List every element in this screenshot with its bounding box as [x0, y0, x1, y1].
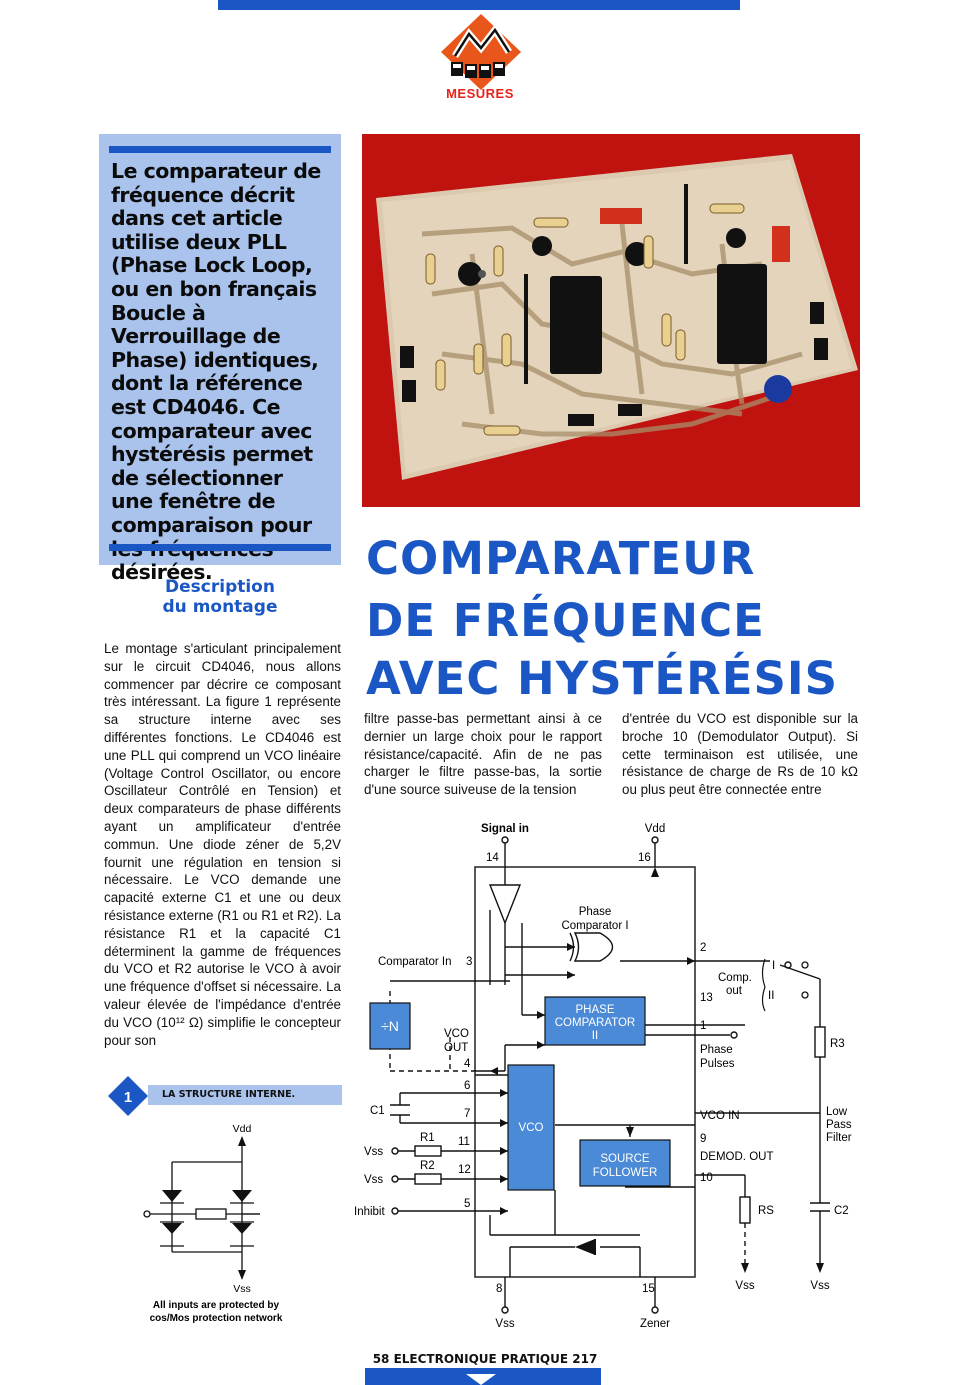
cd4046-block-diagram — [350, 815, 860, 1335]
label-pin-10: 10 — [700, 1172, 713, 1184]
label-pin-16: 16 — [638, 852, 651, 864]
label-demod-out: DEMOD. OUT — [700, 1151, 774, 1163]
label-pin-14: 14 — [486, 852, 499, 864]
protection-vdd: Vdd — [232, 1123, 252, 1135]
label-lpf-2: Pass — [826, 1119, 852, 1131]
body-column-1: Le montage s'articulant principalement sur le circuit CD4046, nous allons commencer par décrire ce composant très intéressant. La figure 1 représente sa structure interne avec ses différentes fonctions. Le CD4046 est une PLL qui comprend un VCO linéaire (Voltage Control Oscillator, ou encore Oscillateur Contrôlé en Tension) et deux comparateurs de phase différents ayant un amplificateur d'entrée commun. Une diode zéner de 5,2V fournit une régulation en tension si nécessaire. Le VCO demande une capacité externe C1 et une ou deux résistance externe (R1 ou R1 et R2). La résistance R1 et la capacité C1 déterminent la gamme de fréquences du VCO et R2 autorise le VCO à avoir une fréquence d'offset si nécessaire. La valeur élevée de l'impédance d'entrée du VCO (10¹² Ω) simplifie le concepteur pour son — [104, 641, 341, 1048]
label-r2: R2 — [420, 1160, 435, 1172]
label-vco-block: VCO — [518, 1122, 544, 1134]
label-pin-7: 7 — [464, 1108, 471, 1120]
label-pin-12: 12 — [458, 1164, 471, 1176]
label-pc2-b: COMPARATOR — [554, 1017, 636, 1029]
label-r1: R1 — [420, 1132, 435, 1144]
label-comparator-in: Comparator In — [378, 956, 452, 968]
label-vco-out-2: OUT — [444, 1042, 469, 1054]
mesures-logo — [425, 12, 537, 92]
label-vss-rs: Vss — [735, 1280, 755, 1292]
label-pin-3: 3 — [466, 956, 473, 968]
footer-notch — [466, 1374, 496, 1385]
label-r3: R3 — [830, 1038, 845, 1050]
section-label: MESURES — [446, 86, 514, 101]
label-source-follower-2: FOLLOWER — [592, 1167, 658, 1179]
label-pin-1: 1 — [700, 1020, 707, 1032]
label-pin-13: 13 — [700, 992, 713, 1004]
label-phase-comp-1a: Phase — [578, 906, 612, 918]
page-footer: 58 ELECTRONIQUE PRATIQUE 217 — [372, 1352, 598, 1366]
label-divide-n: ÷N — [381, 1018, 399, 1034]
label-switch-2: II — [768, 990, 775, 1002]
label-vco-out-1: VCO — [444, 1028, 469, 1040]
subhead-line-2: du montage — [162, 597, 278, 617]
label-vss-r1: Vss — [364, 1146, 384, 1158]
label-comp-out-2: out — [726, 985, 742, 997]
intro-box — [99, 134, 341, 585]
label-vco-in: VCO IN — [700, 1110, 740, 1122]
title-line-1: COMPARATEUR — [366, 532, 756, 585]
label-pc2-c: II — [591, 1030, 599, 1042]
label-pin-8: 8 — [496, 1283, 503, 1295]
label-comp-out-1: Comp. — [718, 972, 752, 984]
label-lpf-1: Low — [826, 1106, 848, 1118]
label-vdd-top: Vdd — [644, 823, 666, 835]
label-phase-pulses-1: Phase — [700, 1044, 733, 1056]
label-pin-4: 4 — [464, 1058, 471, 1070]
label-lpf-3: Filter — [826, 1132, 852, 1144]
intro-bottom-rule — [109, 544, 331, 551]
protection-note-2: cos/Mos protection network — [149, 1313, 283, 1324]
label-pin-5: 5 — [464, 1198, 471, 1210]
label-pin-6: 6 — [464, 1080, 471, 1092]
label-inhibit: Inhibit — [354, 1206, 385, 1218]
protection-vss: Vss — [233, 1283, 251, 1295]
label-c2: C2 — [834, 1205, 849, 1217]
top-bar — [218, 0, 740, 10]
protection-note-1: All inputs are protected by — [152, 1300, 280, 1311]
label-switch-1: I — [772, 960, 776, 972]
figure-caption: LA STRUCTURE INTERNE. — [162, 1089, 296, 1100]
protection-network-diagram — [130, 1122, 345, 1327]
pcb-photo — [362, 134, 860, 507]
title-line-3: AVEC HYSTÉRÉSIS — [366, 652, 839, 705]
label-c1: C1 — [370, 1105, 385, 1117]
label-pin-15: 15 — [642, 1283, 655, 1295]
label-source-follower-1: SOURCE — [600, 1153, 650, 1165]
subhead-line-1: Description — [165, 577, 275, 597]
label-pin-11: 11 — [458, 1136, 470, 1148]
label-pin-9: 9 — [700, 1133, 707, 1145]
label-phase-pulses-2: Pulses — [700, 1058, 735, 1070]
label-vss-bottom: Vss — [495, 1318, 515, 1330]
label-rs: RS — [758, 1205, 774, 1217]
intro-top-rule — [109, 146, 331, 153]
label-vss-c2: Vss — [810, 1280, 830, 1292]
label-vss-r2: Vss — [364, 1174, 384, 1186]
label-zener: Zener — [639, 1318, 671, 1330]
label-pc2-a: PHASE — [575, 1004, 615, 1016]
body-column-2: filtre passe-bas permettant ainsi à ce dernier un large choix pour le rapport résistance/capacité. Afin de ne pas charger le filtre passe-bas, la sortie d'une source suiveuse de la tension — [364, 711, 602, 798]
body-column-3: d'entrée du VCO est disponible sur la broche 10 (Demodulator Output). Si cette terminaison est utilisée, une résistance de charge de Rs de 10 kΩ ou plus peut être connectée entre — [622, 711, 858, 798]
label-phase-comp-1b: Comparator I — [561, 920, 629, 932]
figure-number: 1 — [123, 1089, 133, 1106]
label-signal-in: Signal in — [481, 823, 529, 835]
label-pin-2: 2 — [700, 942, 707, 954]
figure-number-badge — [108, 1076, 148, 1116]
intro-text: Le comparateur de fréquence décrit dans cet article utilise deux PLL (Phase Lock Loop, ou en bon français Boucle à Verrouillage de Phase) identiques, dont la référence est CD4046. Ce comparateur avec hystérésis permet de sélectionner une fenêtre de comparaison pour désirées. — [111, 159, 321, 585]
title-line-2: DE FRÉQUENCE — [366, 594, 765, 647]
subhead — [130, 577, 310, 617]
